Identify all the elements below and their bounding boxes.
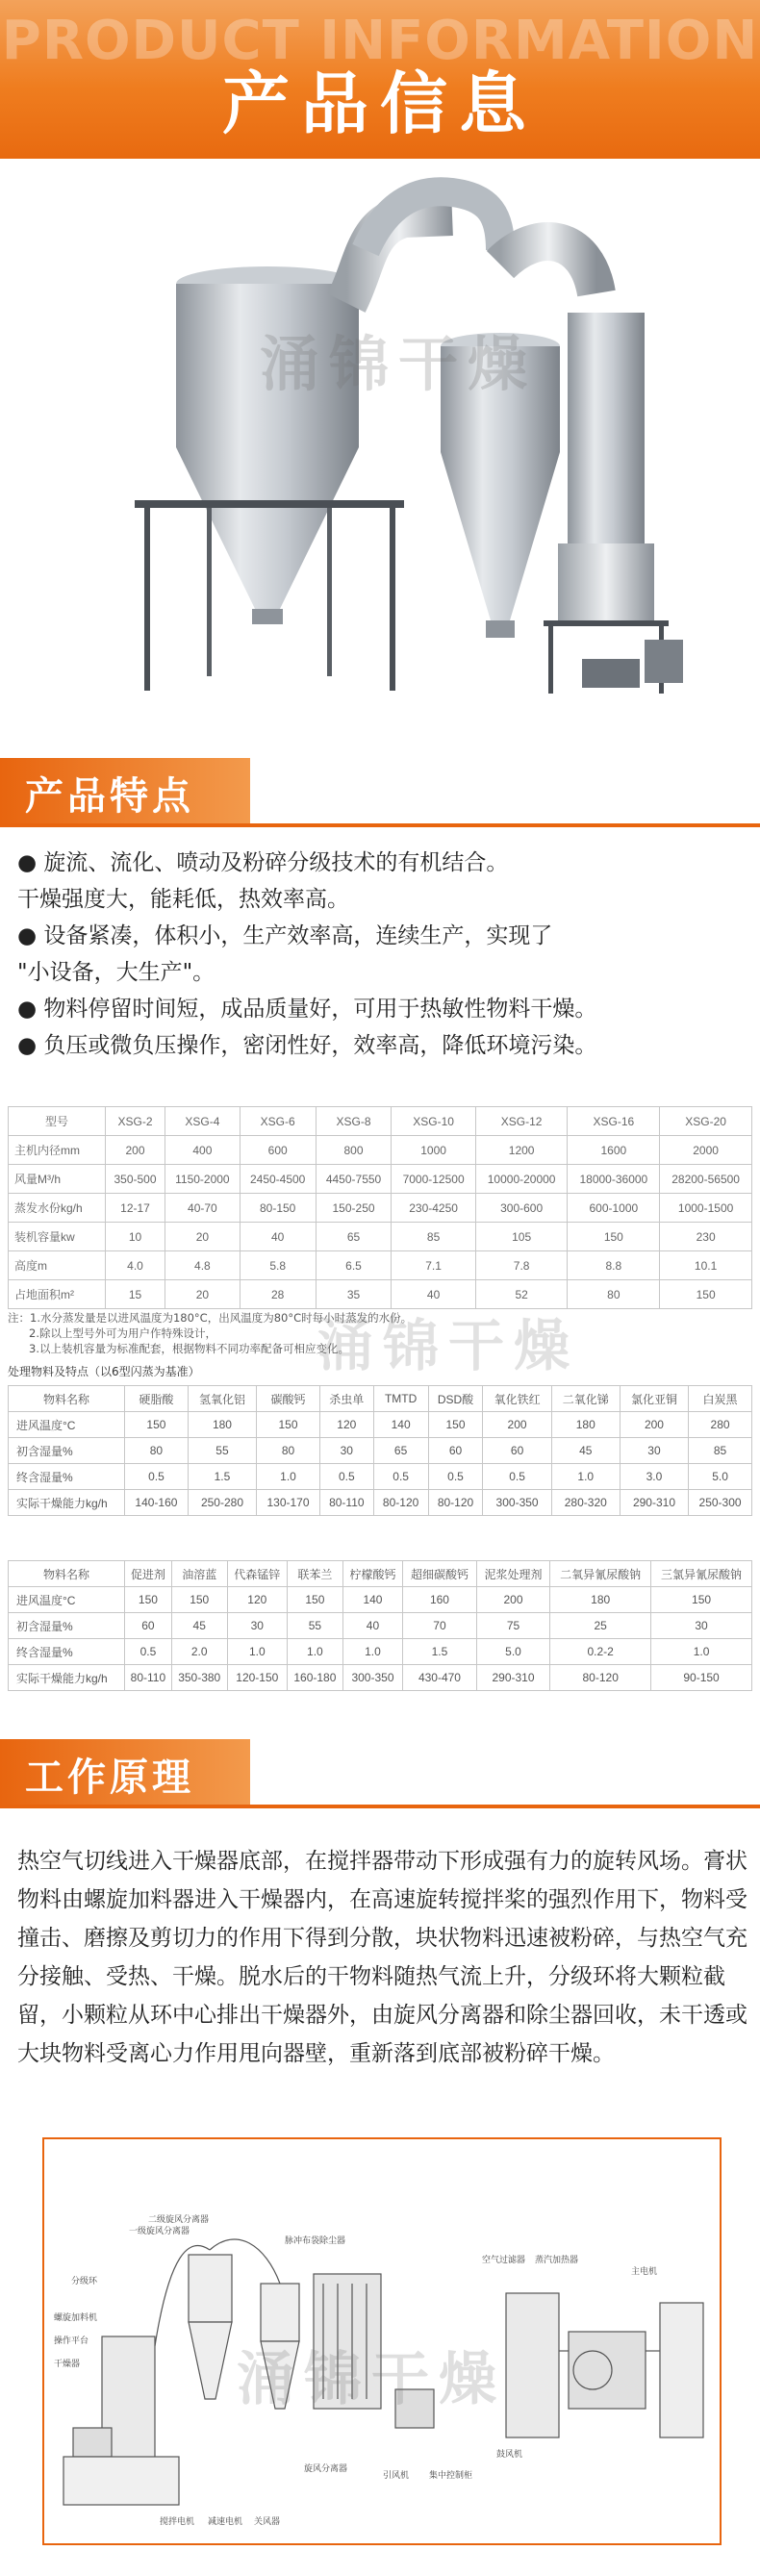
table-header-cell: 二氧异氰尿酸钠 <box>550 1561 651 1587</box>
table-header-cell: 柠檬酸钙 <box>342 1561 402 1587</box>
diagram-label: 二级旋风分离器 <box>148 2215 210 2225</box>
table-cell: 5.8 <box>240 1251 316 1280</box>
table-cell: 160 <box>403 1587 477 1613</box>
table-cell: 2.0 <box>171 1639 227 1665</box>
table-header-cell: XSG-12 <box>475 1107 568 1136</box>
table-cell: 45 <box>551 1438 620 1464</box>
table-cell: 1.0 <box>551 1464 620 1490</box>
table-cell: 60 <box>483 1438 551 1464</box>
table-cell: 0.5 <box>373 1464 428 1490</box>
table-header-cell: 泥浆处理剂 <box>476 1561 550 1587</box>
table-cell: 40 <box>240 1223 316 1251</box>
page-header <box>0 0 760 159</box>
table-cell: 150 <box>428 1412 483 1438</box>
table-cell: 70 <box>403 1613 477 1639</box>
table-header-cell: 氢氧化铝 <box>188 1386 256 1412</box>
table-cell: 20 <box>165 1280 241 1309</box>
table-cell: 2450-4500 <box>240 1165 316 1194</box>
feature-line: ● 物料停留时间短，成品质量好，可用于热敏性物料干燥。 <box>17 997 597 1022</box>
table-cell: 430-470 <box>403 1665 477 1691</box>
table-cell: 6.5 <box>316 1251 392 1280</box>
features-heading-text: 产品特点 <box>25 774 194 819</box>
table-cell: 装机容量kw <box>9 1223 106 1251</box>
table-cell: 1.5 <box>403 1639 477 1665</box>
table-cell: 85 <box>689 1438 752 1464</box>
table-cell: 55 <box>188 1438 256 1464</box>
table-cell: 80-120 <box>550 1665 651 1691</box>
diagram-label: 一级旋风分离器 <box>129 2227 190 2236</box>
header-title-en: PRODUCT INFORMATION <box>1 10 759 72</box>
diagram-label: 空气过滤器 <box>482 2256 526 2265</box>
table-cell: 7.8 <box>475 1251 568 1280</box>
table-cell: 800 <box>316 1136 392 1165</box>
table-cell: 180 <box>551 1412 620 1438</box>
table-cell: 150 <box>257 1412 320 1438</box>
table-cell: 120 <box>319 1412 373 1438</box>
table-header-cell: XSG-16 <box>568 1107 660 1136</box>
table-cell: 30 <box>620 1438 688 1464</box>
table-header-row <box>9 1561 752 1587</box>
table-header-cell: XSG-4 <box>165 1107 241 1136</box>
table-cell: 290-310 <box>620 1490 688 1516</box>
table-cell: 90-150 <box>651 1665 752 1691</box>
table-cell: 160-180 <box>288 1665 343 1691</box>
table-cell: 12-17 <box>106 1194 165 1223</box>
table-header-cell: 型号 <box>9 1107 106 1136</box>
table-row <box>9 1223 752 1251</box>
table-cell: 终含湿量% <box>9 1464 125 1490</box>
table-cell: 1000-1500 <box>660 1194 752 1223</box>
feature-line: ● 旋流、流化、喷动及粉碎分级技术的有机结合。 <box>17 850 509 875</box>
table-cell: 0.5 <box>125 1464 189 1490</box>
diagram-label: 脉冲布袋除尘器 <box>285 2236 346 2246</box>
table-cell: 1000 <box>392 1136 475 1165</box>
table-cell: 250-300 <box>689 1490 752 1516</box>
diagram-label: 搅拌电机 <box>160 2517 195 2527</box>
table-cell: 150 <box>660 1280 752 1309</box>
table-cell: 10000-20000 <box>475 1165 568 1194</box>
table-cell: 0.5 <box>319 1464 373 1490</box>
diagram-label: 干燥器 <box>54 2360 81 2369</box>
table-header-cell: 促进剂 <box>125 1561 172 1587</box>
table-header-cell: 代森锰锌 <box>227 1561 287 1587</box>
diagram-label: 旋风分离器 <box>304 2464 348 2474</box>
table-header-cell: 物料名称 <box>9 1561 125 1587</box>
table-cell: 200 <box>476 1587 550 1613</box>
table-header-row <box>9 1386 752 1412</box>
table-cell: 150 <box>125 1587 172 1613</box>
principle-text: 热空气切线进入干燥器底部，在搅拌器带动下形成强有力的旋转风场。膏状物料由螺旋加料器进入干燥器内，在高速旋转搅拌桨的强烈作用下，物料受撞击、磨擦及剪切力的作用下得到分散，块状物料迅速被粉碎，与热空气充分接触、受热、干燥。脱水后的干物料随热气流上升，分级环将大颗粒截留，小颗粒从环中心排出干燥器外，由旋风分离器和除尘器回收，未干透或大块物料受离心力作用甩向器壁，重新落到底部被粉碎干燥。 <box>17 1849 747 2066</box>
diagram-label: 鼓风机 <box>496 2450 523 2460</box>
table-header-cell: 硬脂酸 <box>125 1386 189 1412</box>
table-cell: 30 <box>227 1613 287 1639</box>
diagram-label: 减速电机 <box>208 2517 243 2527</box>
table-cell: 200 <box>483 1412 551 1438</box>
process-diagram <box>42 2137 722 2545</box>
table-cell: 40 <box>342 1613 402 1639</box>
table-header-cell: 白炭黑 <box>689 1386 752 1412</box>
hero-watermark: 涌锦干燥 <box>260 329 538 399</box>
table-cell: 2000 <box>660 1136 752 1165</box>
principle-heading <box>0 1739 250 1808</box>
table-cell: 15 <box>106 1280 165 1309</box>
table-row <box>9 1412 752 1438</box>
diagram-label: 集中控制柜 <box>429 2471 473 2481</box>
table-cell: 0.5 <box>483 1464 551 1490</box>
table-cell: 180 <box>550 1587 651 1613</box>
table-cell: 1.0 <box>342 1639 402 1665</box>
table-cell: 130-170 <box>257 1490 320 1516</box>
table-header-cell: 油溶蓝 <box>171 1561 227 1587</box>
table-header-cell: 二氧化锑 <box>551 1386 620 1412</box>
table-header-cell: 物料名称 <box>9 1386 125 1412</box>
process-diagram-svg <box>44 2139 720 2543</box>
table-cell: 35 <box>316 1280 392 1309</box>
table-header-cell: DSD酸 <box>428 1386 483 1412</box>
table-header-row <box>9 1107 752 1136</box>
principle-heading-text: 工作原理 <box>25 1755 194 1800</box>
table-row <box>9 1587 752 1613</box>
table-cell: 25 <box>550 1613 651 1639</box>
table-cell: 65 <box>373 1438 428 1464</box>
table-cell: 80 <box>568 1280 660 1309</box>
material-caption: 处理物料及特点（以6型闪蒸为基准） <box>8 1365 200 1378</box>
table-cell: 10 <box>106 1223 165 1251</box>
table-cell: 0.2-2 <box>550 1639 651 1665</box>
table-header-cell: TMTD <box>373 1386 428 1412</box>
table-row <box>9 1490 752 1516</box>
table-cell: 350-380 <box>171 1665 227 1691</box>
table-header-cell: 杀虫单 <box>319 1386 373 1412</box>
table-cell: 120 <box>227 1587 287 1613</box>
table-cell: 进风温度°C <box>9 1412 125 1438</box>
table-cell: 40-70 <box>165 1194 241 1223</box>
table-row <box>9 1194 752 1223</box>
table-cell: 85 <box>392 1223 475 1251</box>
table-row <box>9 1165 752 1194</box>
table-header-cell: 氯化亚铜 <box>620 1386 688 1412</box>
table-cell: 60 <box>125 1613 172 1639</box>
table-cell: 进风温度°C <box>9 1587 125 1613</box>
feature-line: 干燥强度大，能耗低，热效率高。 <box>17 887 349 912</box>
table-cell: 140-160 <box>125 1490 189 1516</box>
table-header-cell: XSG-2 <box>106 1107 165 1136</box>
spec-note: 3.以上装机容量为标准配套，根据物料不同功率配备可相应变化。 <box>29 1342 349 1355</box>
table-cell: 高度m <box>9 1251 106 1280</box>
table-cell: 30 <box>319 1438 373 1464</box>
diagram-label: 操作平台 <box>54 2336 89 2346</box>
table-cell: 600-1000 <box>568 1194 660 1223</box>
table-cell: 1150-2000 <box>165 1165 241 1194</box>
table-cell: 150 <box>125 1412 189 1438</box>
table-header-cell: XSG-10 <box>392 1107 475 1136</box>
flash-dryer-illustration <box>0 159 760 750</box>
table-cell: 4.0 <box>106 1251 165 1280</box>
table-row <box>9 1665 752 1691</box>
table-cell: 40 <box>392 1280 475 1309</box>
table-cell: 4450-7550 <box>316 1165 392 1194</box>
table-cell: 28 <box>240 1280 316 1309</box>
table-cell: 45 <box>171 1613 227 1639</box>
table-row <box>9 1613 752 1639</box>
table-cell: 300-350 <box>483 1490 551 1516</box>
table-cell: 400 <box>165 1136 241 1165</box>
table-cell: 200 <box>106 1136 165 1165</box>
table-cell: 600 <box>240 1136 316 1165</box>
spec-note: 2.除以上型号外可为用户作特殊设计， <box>29 1326 216 1340</box>
table-cell: 5.0 <box>689 1464 752 1490</box>
table-cell: 30 <box>651 1613 752 1639</box>
table-header-cell: XSG-20 <box>660 1107 752 1136</box>
table-cell: 80-120 <box>373 1490 428 1516</box>
table-header-cell: 超细碳酸钙 <box>403 1561 477 1587</box>
table-cell: 1.0 <box>227 1639 287 1665</box>
table-cell: 20 <box>165 1223 241 1251</box>
table-cell: 18000-36000 <box>568 1165 660 1194</box>
features-list <box>17 845 748 1064</box>
table-cell: 7.1 <box>392 1251 475 1280</box>
table-cell: 80-110 <box>319 1490 373 1516</box>
table-cell: 120-150 <box>227 1665 287 1691</box>
features-heading <box>0 758 250 827</box>
table-header-cell: 联苯兰 <box>288 1561 343 1587</box>
diagram-label: 分级环 <box>71 2277 98 2286</box>
spec-table <box>8 1106 752 1309</box>
table-cell: 300-600 <box>475 1194 568 1223</box>
table-cell: 初含湿量% <box>9 1613 125 1639</box>
diagram-label: 螺旋加料机 <box>54 2313 98 2323</box>
table-cell: 180 <box>188 1412 256 1438</box>
diagram-label: 蒸汽加热器 <box>535 2256 579 2265</box>
table-cell: 7000-12500 <box>392 1165 475 1194</box>
table-cell: 1600 <box>568 1136 660 1165</box>
table-cell: 1200 <box>475 1136 568 1165</box>
table-cell: 8.8 <box>568 1251 660 1280</box>
table-cell: 1.0 <box>288 1639 343 1665</box>
table-cell: 主机内径mm <box>9 1136 106 1165</box>
table-cell: 150 <box>568 1223 660 1251</box>
table-cell: 80 <box>257 1438 320 1464</box>
diagram-label: 关风器 <box>254 2517 281 2527</box>
table-cell: 1.5 <box>188 1464 256 1490</box>
principle-divider <box>0 1805 760 1808</box>
table-cell: 占地面积m² <box>9 1280 106 1309</box>
table-cell: 350-500 <box>106 1165 165 1194</box>
table-cell: 150-250 <box>316 1194 392 1223</box>
table-row <box>9 1464 752 1490</box>
table-cell: 52 <box>475 1280 568 1309</box>
table-cell: 28200-56500 <box>660 1165 752 1194</box>
table-cell: 0.5 <box>125 1639 172 1665</box>
feature-line: ● 设备紧凑，体积小，生产效率高，连续生产，实现了 <box>17 923 553 948</box>
table-cell: 105 <box>475 1223 568 1251</box>
table-cell: 140 <box>342 1587 402 1613</box>
table-cell: 初含湿量% <box>9 1438 125 1464</box>
table-cell: 60 <box>428 1438 483 1464</box>
material-table-2 <box>8 1560 752 1691</box>
table-cell: 1.0 <box>257 1464 320 1490</box>
table-cell: 250-280 <box>188 1490 256 1516</box>
feature-line: "小设备，大生产"。 <box>17 960 215 985</box>
table-cell: 230 <box>660 1223 752 1251</box>
table-cell: 150 <box>288 1587 343 1613</box>
table-cell: 0.5 <box>428 1464 483 1490</box>
table-cell: 140 <box>373 1412 428 1438</box>
table-cell: 终含湿量% <box>9 1639 125 1665</box>
table-header-cell: XSG-8 <box>316 1107 392 1136</box>
features-divider <box>0 823 760 827</box>
feature-line: ● 负压或微负压操作，密闭性好，效率高，降低环境污染。 <box>17 1033 597 1058</box>
table-cell: 10.1 <box>660 1251 752 1280</box>
table-cell: 280 <box>689 1412 752 1438</box>
table-cell: 200 <box>620 1412 688 1438</box>
table-cell: 5.0 <box>476 1639 550 1665</box>
table-cell: 风量M³/h <box>9 1165 106 1194</box>
table-header-cell: XSG-6 <box>240 1107 316 1136</box>
table-row <box>9 1251 752 1280</box>
notes-watermark: 涌锦干燥 <box>317 1313 580 1378</box>
table-cell: 80 <box>125 1438 189 1464</box>
table-cell: 蒸发水份kg/h <box>9 1194 106 1223</box>
table-cell: 65 <box>316 1223 392 1251</box>
table-cell: 4.8 <box>165 1251 241 1280</box>
table-row <box>9 1136 752 1165</box>
table-cell: 80-150 <box>240 1194 316 1223</box>
table-cell: 280-320 <box>551 1490 620 1516</box>
table-row <box>9 1438 752 1464</box>
table-cell: 80-120 <box>428 1490 483 1516</box>
table-header-cell: 碳酸钙 <box>257 1386 320 1412</box>
table-cell: 55 <box>288 1613 343 1639</box>
spec-note: 注：1.水分蒸发量是以进风温度为180°C，出风温度为80°C时每小时蒸发的水份。 <box>8 1311 413 1325</box>
table-cell: 实际干燥能力kg/h <box>9 1665 125 1691</box>
table-cell: 80-110 <box>125 1665 172 1691</box>
table-cell: 300-350 <box>342 1665 402 1691</box>
diagram-label: 引风机 <box>383 2471 410 2481</box>
material-table-1 <box>8 1385 752 1516</box>
diagram-label: 主电机 <box>631 2267 658 2277</box>
table-cell: 实际干燥能力kg/h <box>9 1490 125 1516</box>
table-header-cell: 氧化铁红 <box>483 1386 551 1412</box>
table-cell: 3.0 <box>620 1464 688 1490</box>
table-cell: 150 <box>651 1587 752 1613</box>
diagram-watermark: 涌锦干燥 <box>237 2346 506 2413</box>
table-header-cell: 三氯异氰尿酸钠 <box>651 1561 752 1587</box>
table-cell: 150 <box>171 1587 227 1613</box>
table-row <box>9 1639 752 1665</box>
product-photo <box>0 159 760 750</box>
table-cell: 75 <box>476 1613 550 1639</box>
table-cell: 1.0 <box>651 1639 752 1665</box>
table-cell: 230-4250 <box>392 1194 475 1223</box>
header-title-zh: 产品信息 <box>222 64 538 143</box>
table-cell: 290-310 <box>476 1665 550 1691</box>
